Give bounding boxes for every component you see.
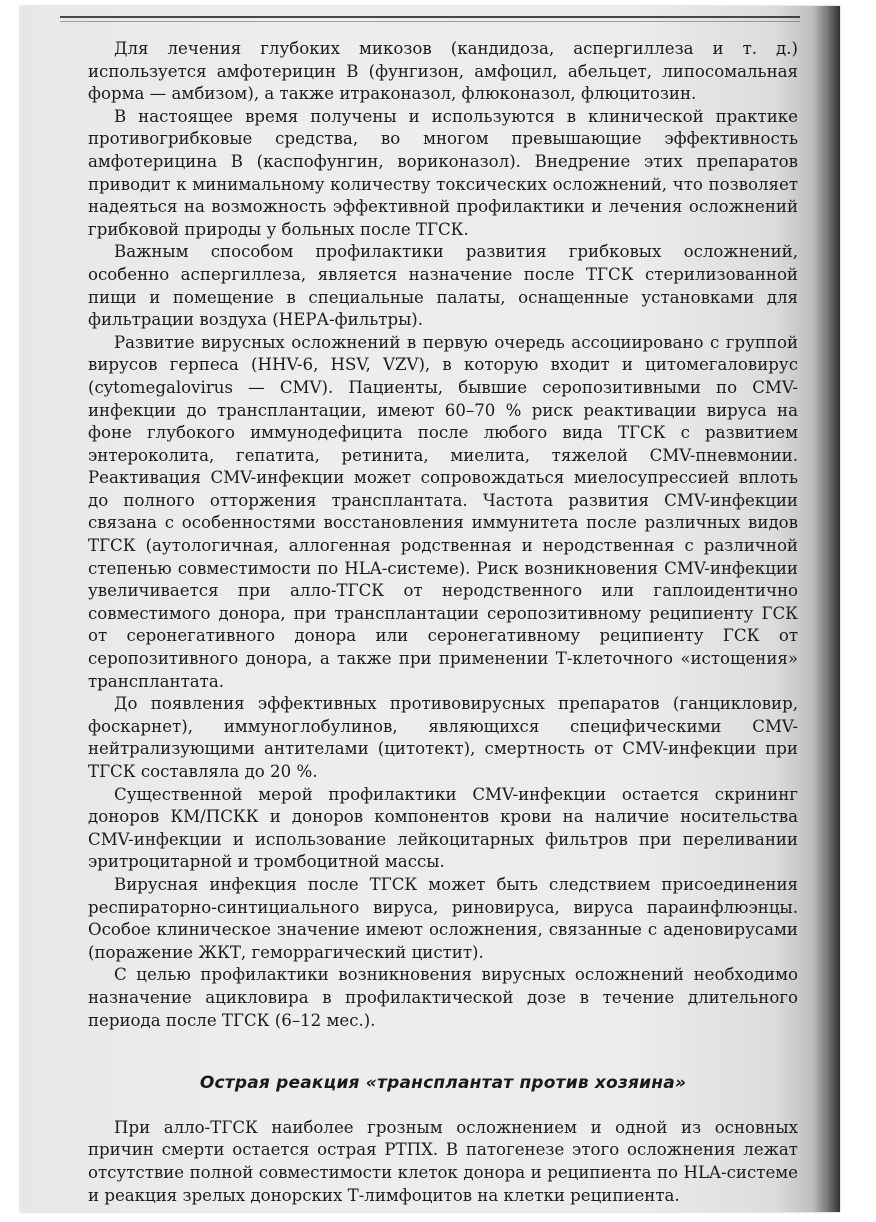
running-header-rule-thin [60, 21, 800, 22]
paragraph-acute-gvhd: При алло-ТГСК наиболее грозным осложнением и одной из основных причин смерти остается острая РТПХ. В патогенезе этого осложнения лежат отсутствие полной совместимости клеток донора и реципиента по HLA-системе и реакция зрелых донорских Т-лимфоцитов на клетки реципиента. [88, 1117, 798, 1205]
binding-shadow [812, 6, 840, 1212]
paragraph-viral-complications: Развитие вирусных осложнений в первую очередь ассоциировано с группой вирусов герпеса (HHV-6, HSV, VZV), в которую входит и цитомегаловирус (cytomegalovirus — CMV). Пациенты, бывшие серопозитивными по CMV-инфекции до трансплантации, имеют 60–70 % риск реактивации вируса на фоне глубокого иммунодефицита после любого вида ТГСК с развитием энтероколита, гепатита, ретинита, миелита, тяжелой CMV-пневмонии. Реактивация CMV-инфекции может сопровождаться миелосупрессией вплоть до полного отторжения трансплантата. Частота развития CMV-инфекции связана с особенностями восстановления иммунитета после различных видов ТГСК (аутологичная, аллогенная родственная и неродственная с различной степенью совместимости по HLA-системе). Риск возникновения CMV-инфекции увеличивается при алло-ТГСК от неродственного или гаплоидентично совместимого донора, при трансплантации серопозитивному реципиенту ГСК от серонегативного донора или серонегативному реципиенту ГСК от серопозитивного донора, а также при применении Т-клеточного «истощения» трансплантата. [88, 332, 798, 691]
paragraph-fungal-prophylaxis: Важным способом профилактики развития грибковых осложнений, особенно аспергиллеза, является назначение после ТГСК стерилизованной пищи и помещение в специальные палаты, оснащенные установками для фильтрации воздуха (НЕРА-фильтры). [88, 242, 798, 330]
paragraph-antiviral-history: До появления эффективных противовирусных препаратов (ганцикловир, фоскарнет), иммуноглобулинов, являющихся специфическими CMV-нейтрализующими антителами (цитотект), смертность от CMV-инфекции при ТГСК составляла до 20 %. [88, 694, 798, 781]
paragraph-antifungal-drugs: Для лечения глубоких микозов (кандидоза, аспергиллеза и т. д.) используется амфотерицин В (фунгизон, амфоцил, абельцет, липосомальная форма — амбизом), а также итраконазол, флюконазол, флюцитозин. [88, 39, 798, 104]
paragraph-cmv-screening: Существенной мерой профилактики CMV-инфекции остается скрининг доноров КМ/ПСКК и доноров компонентов крови на наличие носительства CMV-инфекции и использование лейкоцитарных фильтров при переливании эритроцитарной и тромбоцитной массы. [88, 784, 798, 872]
paragraph-acyclovir-prophylaxis: С целью профилактики возникновения вирусных осложнений необходимо назначение ацикловира в профилактической дозе в течение длительного периода после ТГСК (6–12 мес.). [88, 965, 798, 1030]
section-heading: Острая реакция «трансплантат против хозяина» [199, 1073, 687, 1094]
paragraph-new-antifungals: В настоящее время получены и используются в клинической практике противогрибковые средства, во многом превышающие эффективность амфотерицина В (каспофунгин, вориконазол). Внедрение этих препаратов приводит к минимальному количеству токсических осложнений, что позволяет надеяться на возможность эффективной профилактики и лечения осложнений грибковой природы у больных после ТГСК. [88, 106, 798, 239]
running-header-rule [60, 16, 800, 18]
page-body [88, 38, 798, 1207]
paragraph-other-viruses: Вирусная инфекция после ТГСК может быть следствием присоединения респираторно-синтициального вируса, риновируса, вируса параинфлюэнцы. Особое клиническое значение имеют осложнения, связанные с аденовирусами (поражение ЖКТ, геморрагический цистит). [88, 874, 798, 962]
